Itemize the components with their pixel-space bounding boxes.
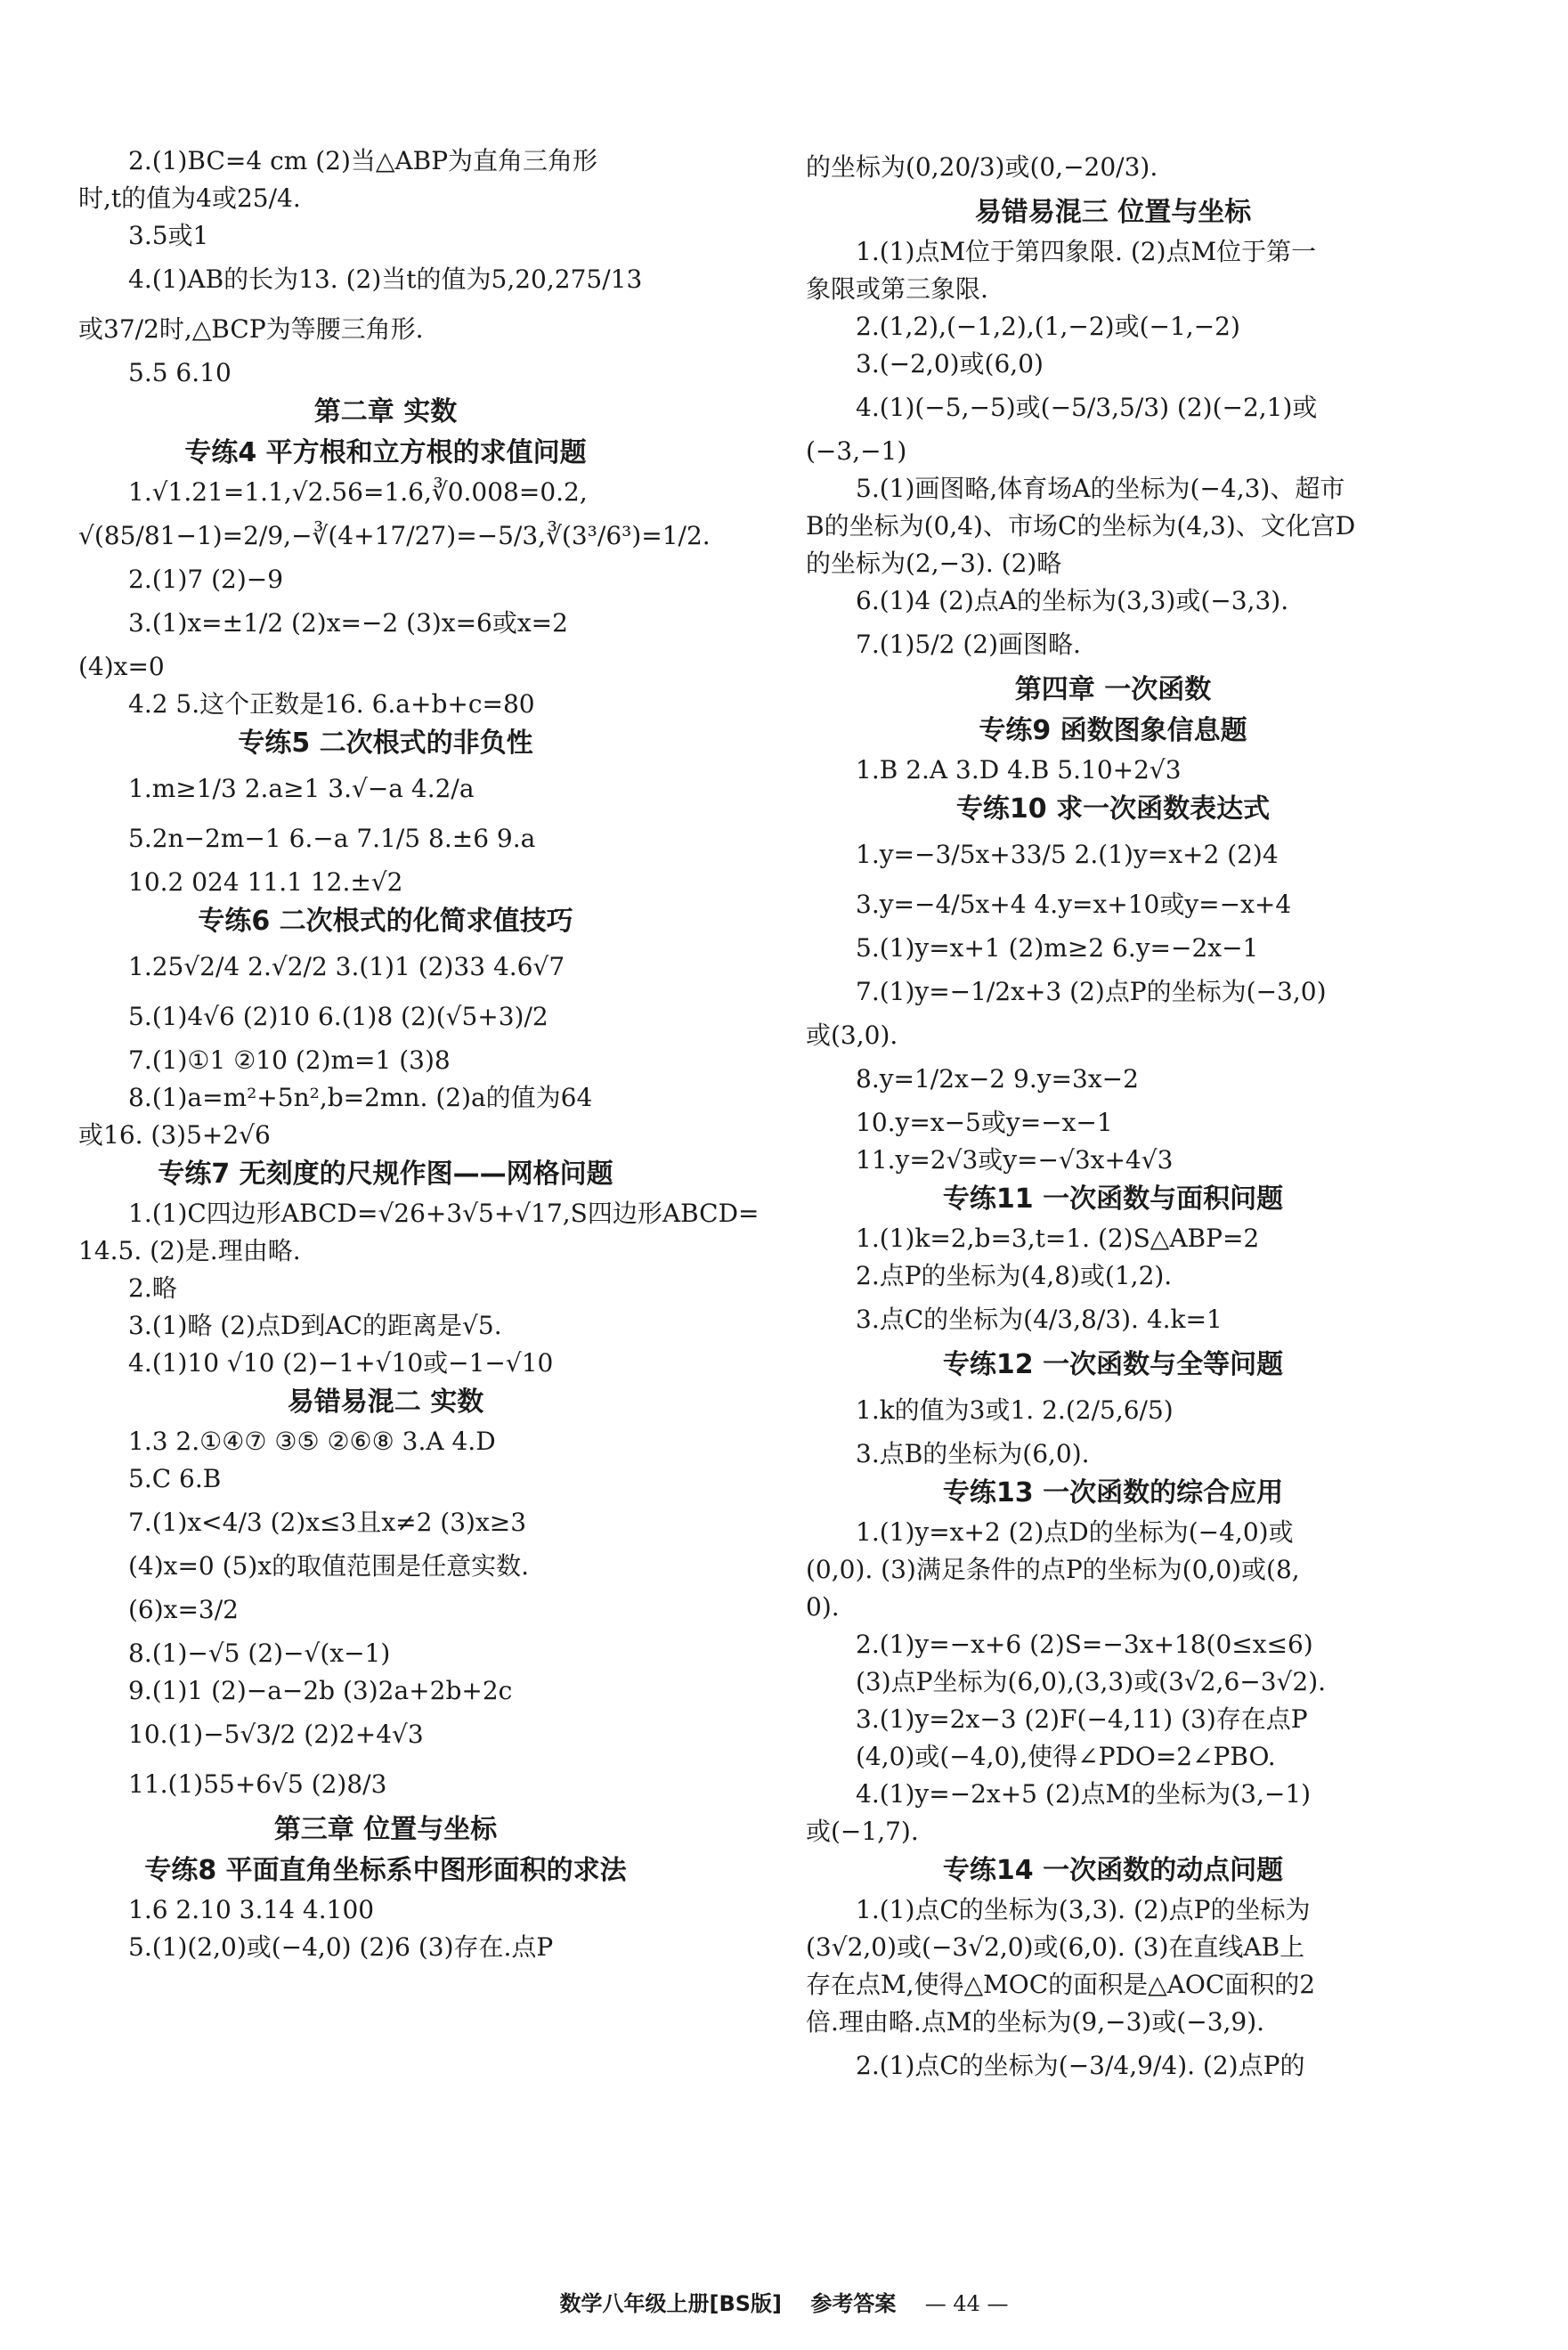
answer-line: 11.(1)55+6√5 (2)8/3 — [128, 1769, 387, 1799]
answer-line: 象限或第三象限. — [806, 274, 988, 304]
answer-line: 10.(1)−5√3/2 (2)2+4√3 — [128, 1720, 424, 1749]
answer-line: 2.点P的坐标为(4,8)或(1,2). — [856, 1261, 1173, 1290]
section-heading: 专练13 一次函数的综合应用 — [942, 1477, 1284, 1508]
section-heading: 易错易混二 实数 — [287, 1386, 484, 1418]
answer-line: 4.(1)AB的长为13. (2)当t的值为5,20,275/13 — [128, 264, 643, 294]
section-heading: 专练11 一次函数与面积问题 — [942, 1183, 1284, 1215]
answer-line: 5.(1)画图略,体育场A的坐标为(−4,3)、超市 — [856, 474, 1345, 503]
section-heading: 易错易混三 位置与坐标 — [974, 197, 1252, 228]
section-heading: 专练9 函数图象信息题 — [979, 715, 1247, 746]
answer-line: 5.C 6.B — [128, 1464, 222, 1493]
section-heading: 专练12 一次函数与全等问题 — [942, 1349, 1284, 1380]
answer-line: 4.(1)10 √10 (2)−1+√10或−1−√10 — [128, 1348, 554, 1378]
answer-line: 5.(1)y=x+1 (2)m≥2 6.y=−2x−1 — [856, 933, 1259, 963]
answer-line: 1.(1)k=2,b=3,t=1. (2)S△ABP=2 — [856, 1224, 1260, 1253]
answer-line: (6)x=3/2 — [128, 1595, 239, 1624]
answer-line: 或(−1,7). — [806, 1817, 919, 1846]
answer-line: 3.y=−4/5x+4 4.y=x+10或y=−x+4 — [856, 890, 1292, 919]
answer-line: 3.(1)x=±1/2 (2)x=−2 (3)x=6或x=2 — [128, 608, 568, 638]
section-heading: 专练8 平面直角坐标系中图形面积的求法 — [144, 1855, 627, 1886]
answer-line: 倍.理由略.点M的坐标为(9,−3)或(−3,9). — [806, 2007, 1265, 2037]
answer-line: 1.y=−3/5x+33/5 2.(1)y=x+2 (2)4 — [856, 840, 1279, 869]
answer-line: 1.(1)C四边形ABCD=√26+3√5+√17,S四边形ABCD= — [128, 1199, 760, 1228]
section-heading: 专练6 二次根式的化简求值技巧 — [198, 906, 573, 937]
answer-line: 5.(1)(2,0)或(−4,0) (2)6 (3)存在.点P — [128, 1932, 554, 1962]
page-number: — 44 — — [924, 2291, 1009, 2316]
answer-line: 的坐标为(2,−3). (2)略 — [806, 549, 1062, 578]
answer-line: 2.(1)点C的坐标为(−3/4,9/4). (2)点P的 — [856, 2051, 1305, 2080]
answer-line: 2.(1,2),(−1,2),(1,−2)或(−1,−2) — [856, 312, 1240, 341]
answer-line: 2.(1)7 (2)−9 — [128, 565, 284, 594]
answer-line: 3.(−2,0)或(6,0) — [856, 349, 1044, 378]
answer-line: (3)点P坐标为(6,0),(3,3)或(3√2,6−3√2). — [856, 1667, 1327, 1696]
answer-line: 8.(1)−√5 (2)−√(x−1) — [128, 1638, 391, 1668]
answer-line: 1.m≥1/3 2.a≥1 3.√−a 4.2/a — [128, 774, 475, 803]
answer-line: 8.(1)a=m²+5n²,b=2mn. (2)a的值为64 — [128, 1083, 593, 1112]
section-heading: 第二章 实数 — [313, 396, 458, 427]
answer-line: 3.5或1 — [128, 221, 209, 250]
section-heading: 专练10 求一次函数表达式 — [955, 793, 1271, 825]
answer-line: 3.(1)略 (2)点D到AC的距离是√5. — [128, 1311, 502, 1340]
section-heading: 专练7 无刻度的尺规作图——网格问题 — [158, 1159, 613, 1190]
answer-line: 2.(1)y=−x+6 (2)S=−3x+18(0≤x≤6) — [856, 1630, 1313, 1659]
answer-line: 1.(1)点M位于第四象限. (2)点M位于第一 — [856, 237, 1317, 266]
answer-line: 4.(1)y=−2x+5 (2)点M的坐标为(3,−1) — [856, 1779, 1312, 1809]
answer-line: 9.(1)1 (2)−a−2b (3)2a+2b+2c — [128, 1676, 513, 1705]
answer-line: 1.√1.21=1.1,√2.56=1.6,∛0.008=0.2, — [128, 477, 588, 507]
answer-line: 或37/2时,△BCP为等腰三角形. — [78, 314, 424, 344]
right-column — [806, 142, 1420, 2091]
answer-line: 7.(1)①1 ②10 (2)m=1 (3)8 — [128, 1045, 451, 1075]
answer-line: 1.6 2.10 3.14 4.100 — [128, 1895, 375, 1924]
answer-line: √(85/81−1)=2/9,−∛(4+17/27)=−5/3,∛(3³/6³)=1/2. — [78, 521, 711, 550]
answer-line: (0,0). (3)满足条件的点P的坐标为(0,0)或(8, — [806, 1555, 1300, 1584]
footer-book-title: 数学八年级上册[BS版] — [559, 2291, 782, 2316]
answer-line: 7.(1)x<4/3 (2)x≤3且x≠2 (3)x≥3 — [128, 1508, 527, 1537]
section-heading: 专练14 一次函数的动点问题 — [942, 1855, 1284, 1886]
answer-line: 的坐标为(0,20/3)或(0,−20/3). — [806, 152, 1158, 182]
answer-line: (3√2,0)或(−3√2,0)或(6,0). (3)在直线AB上 — [806, 1932, 1305, 1962]
answer-line: 3.点C的坐标为(4/3,8/3). 4.k=1 — [856, 1305, 1223, 1334]
section-heading: 专练4 平方根和立方根的求值问题 — [184, 437, 587, 468]
answer-line: 4.2 5.这个正数是16. 6.a+b+c=80 — [128, 689, 535, 719]
footer-section: 参考答案 — [810, 2291, 897, 2316]
section-heading: 第四章 一次函数 — [1014, 674, 1212, 705]
answer-line: 6.(1)4 (2)点A的坐标为(3,3)或(−3,3). — [856, 586, 1289, 615]
answer-line: 1.k的值为3或1. 2.(2/5,6/5) — [856, 1395, 1174, 1425]
answer-line: 1.B 2.A 3.D 4.B 5.10+2√3 — [856, 755, 1182, 785]
left-column — [78, 142, 760, 1966]
answer-line: 1.(1)y=x+2 (2)点D的坐标为(−4,0)或 — [856, 1517, 1294, 1547]
answer-line: 或16. (3)5+2√6 — [78, 1120, 271, 1150]
answer-line: (4,0)或(−4,0),使得∠PDO=2∠PBO. — [856, 1742, 1276, 1771]
answer-line: 3.点B的坐标为(6,0). — [856, 1439, 1090, 1468]
answer-line: 1.(1)点C的坐标为(3,3). (2)点P的坐标为 — [856, 1895, 1311, 1924]
answer-line: 1.3 2.①④⑦ ③⑤ ②⑥⑧ 3.A 4.D — [128, 1427, 496, 1456]
answer-line: 5.2n−2m−1 6.−a 7.1/5 8.±6 9.a — [128, 824, 536, 853]
section-heading: 专练5 二次根式的非负性 — [238, 728, 533, 759]
page-footer — [0, 2290, 1568, 2317]
answer-line: 5.(1)4√6 (2)10 6.(1)8 (2)(√5+3)/2 — [128, 1002, 548, 1031]
answer-line: 5.5 6.10 — [128, 358, 232, 387]
answer-line: 存在点M,使得△MOC的面积是△AOC面积的2 — [806, 1970, 1316, 1999]
answer-line: (4)x=0 (5)x的取值范围是任意实数. — [128, 1551, 529, 1581]
answer-line: 0). — [806, 1592, 840, 1622]
answer-line: (−3,−1) — [806, 436, 907, 466]
answer-line: 10.y=x−5或y=−x−1 — [856, 1108, 1113, 1137]
answer-line: 2.(1)BC=4 cm (2)当△ABP为直角三角形 — [128, 146, 598, 175]
answer-line: 时,t的值为4或25/4. — [78, 183, 301, 213]
answer-line: 2.略 — [128, 1273, 177, 1303]
section-heading: 第三章 位置与坐标 — [273, 1814, 498, 1845]
answer-line: (4)x=0 — [78, 652, 165, 681]
answer-line: 4.(1)(−5,−5)或(−5/3,5/3) (2)(−2,1)或 — [856, 393, 1318, 422]
answer-line: 10.2 024 11.1 12.±√2 — [128, 867, 403, 897]
answer-line: 1.25√2/4 2.√2/2 3.(1)1 (2)33 4.6√7 — [128, 952, 565, 981]
answer-line: 8.y=1/2x−2 9.y=3x−2 — [856, 1064, 1139, 1094]
answer-line: B的坐标为(0,4)、市场C的坐标为(4,3)、文化宫D — [806, 511, 1356, 541]
answer-line: 或(3,0). — [806, 1021, 898, 1050]
answer-line: 3.(1)y=2x−3 (2)F(−4,11) (3)存在点P — [856, 1704, 1308, 1734]
answer-line: 11.y=2√3或y=−√3x+4√3 — [856, 1145, 1174, 1175]
answer-line: 7.(1)5/2 (2)画图略. — [856, 630, 1081, 659]
answer-line: 7.(1)y=−1/2x+3 (2)点P的坐标为(−3,0) — [856, 977, 1327, 1006]
answer-line: 14.5. (2)是.理由略. — [78, 1236, 301, 1265]
